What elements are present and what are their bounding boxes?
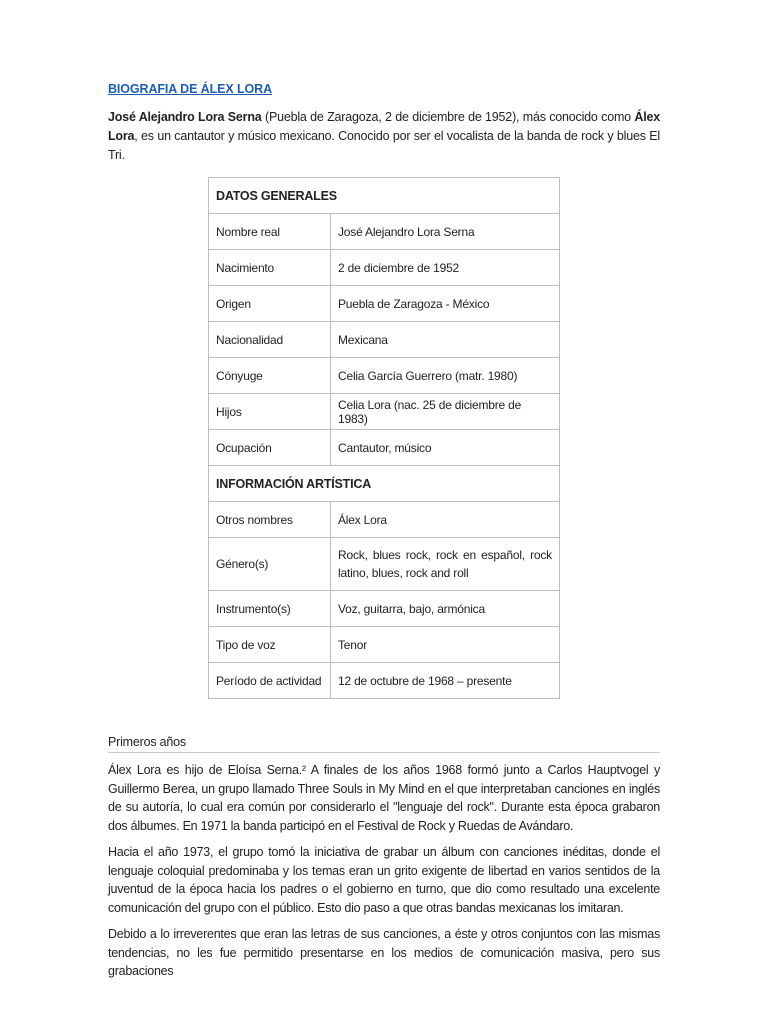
row-label: Instrumento(s): [209, 591, 331, 627]
intro-full-name: José Alejandro Lora Serna: [108, 110, 262, 124]
table-row: [209, 538, 560, 591]
table-row: [209, 358, 560, 394]
artistic-info-header: INFORMACIÓN ARTÍSTICA: [209, 466, 560, 502]
table-row: [209, 322, 560, 358]
row-value: Voz, guitarra, bajo, armónica: [331, 591, 560, 627]
section-paragraph: Hacia el año 1973, el grupo tomó la iniciativa de grabar un álbum con canciones inéditas, donde el lenguaje coloquial predominaba y los temas eran un grito exigente de libertad en varios sentidos de la juventud de la época hacia los padres o el gobierno en turno, que dio como resultado una excelente comunicación del grupo con el público. Esto dio paso a que otras bandas mexicanas los imitaran.: [108, 845, 660, 915]
table-row: [209, 250, 560, 286]
table-row: [209, 663, 560, 699]
table-row: [209, 430, 560, 466]
row-label: Período de actividad: [209, 663, 331, 699]
section-paragraph: Debido a lo irreverentes que eran las letras de sus canciones, a éste y otros conjuntos con las mismas tendencias, no les fue permitido presentarse en los medios de comunicación masiva, pero sus grabaciones: [108, 927, 660, 978]
row-value: Puebla de Zaragoza - México: [331, 286, 560, 322]
row-value: Celia García Guerrero (matr. 1980): [331, 358, 560, 394]
row-value: Tenor: [331, 627, 560, 663]
row-label: Género(s): [209, 538, 331, 591]
row-label: Otros nombres: [209, 502, 331, 538]
row-label: Nacimiento: [209, 250, 331, 286]
table-row: [209, 627, 560, 663]
intro-text-tail: , es un cantautor y músico mexicano. Conocido por ser el vocalista de la banda de rock y blues El Tri.: [108, 129, 660, 162]
row-value: Rock, blues rock, rock en español, rock latino, blues, rock and roll: [331, 538, 560, 591]
row-value: José Alejandro Lora Serna: [331, 214, 560, 250]
table-row: [209, 214, 560, 250]
biography-table: [208, 177, 560, 699]
intro-paragraph: [108, 108, 660, 165]
row-value: Álex Lora: [331, 502, 560, 538]
section-paragraph: Álex Lora es hijo de Eloísa Serna.² A finales de los años 1968 formó junto a Carlos Hauptvogel y Guillermo Berea, un grupo llamado Three Souls in My Mind en el que interpretaban canciones en inglés de su autoría, lo cual era común por considerarlo el "lenguaje del rock". Durante esta época grabaron dos álbumes. En 1971 la banda participó en el Festival de Rock y Ruedas de Avándaro.: [108, 763, 660, 833]
row-value: 12 de octubre de 1968 – presente: [331, 663, 560, 699]
row-label: Ocupación: [209, 430, 331, 466]
intro-text-mid: (Puebla de Zaragoza, 2 de diciembre de 1952), más conocido como: [261, 110, 635, 124]
document-title: BIOGRAFIA DE ÁLEX LORA: [108, 82, 273, 96]
section-heading: Primeros años: [108, 735, 660, 753]
row-label: Nacionalidad: [209, 322, 331, 358]
row-label: Tipo de voz: [209, 627, 331, 663]
table-row: [209, 502, 560, 538]
row-value: Celia Lora (nac. 25 de diciembre de 1983): [331, 394, 560, 430]
table-header-row: [209, 466, 560, 502]
document-page: [108, 82, 660, 981]
row-label: Cónyuge: [209, 358, 331, 394]
row-value: Cantautor, músico: [331, 430, 560, 466]
row-label: Nombre real: [209, 214, 331, 250]
table-header-row: [209, 178, 560, 214]
row-label: Hijos: [209, 394, 331, 430]
row-value: 2 de diciembre de 1952: [331, 250, 560, 286]
row-label: Origen: [209, 286, 331, 322]
general-data-header: DATOS GENERALES: [209, 178, 560, 214]
table-row: [209, 591, 560, 627]
table-row: [209, 394, 560, 430]
table-row: [209, 286, 560, 322]
intro-alias: Álex Lora: [108, 110, 660, 143]
row-value: Mexicana: [331, 322, 560, 358]
